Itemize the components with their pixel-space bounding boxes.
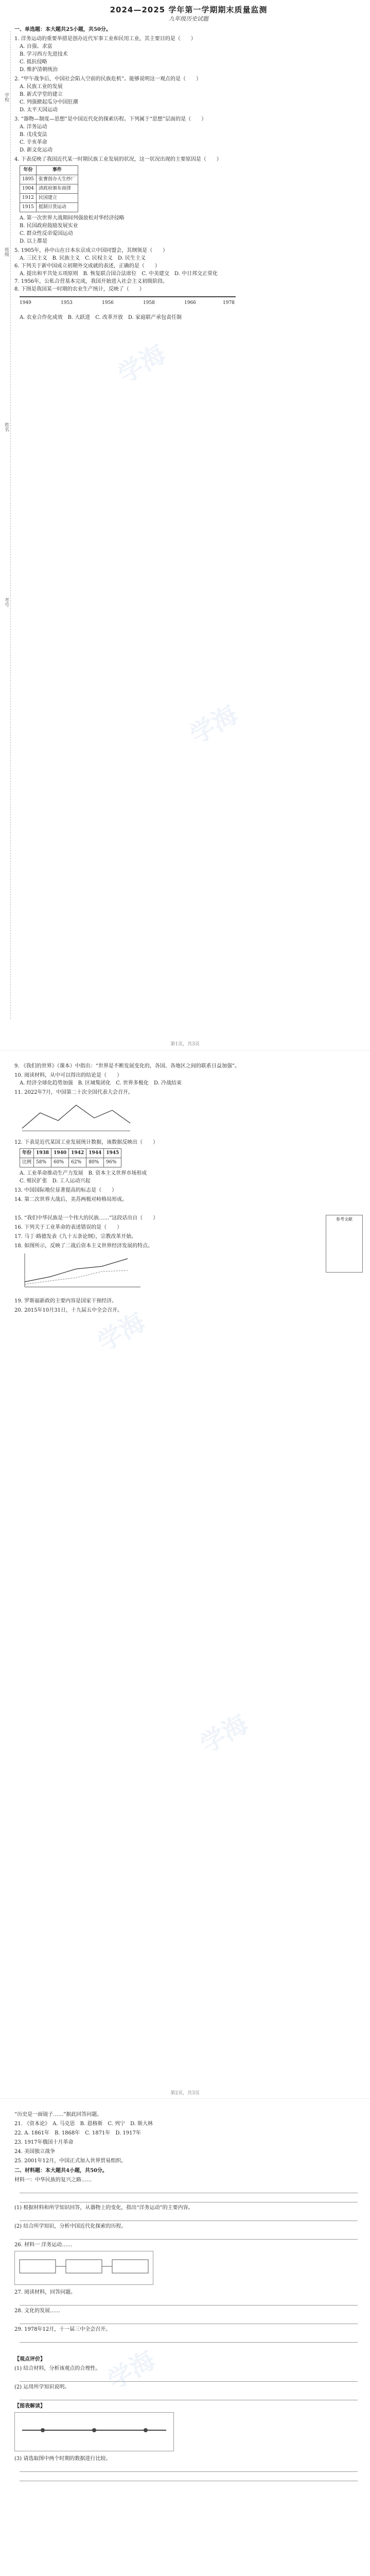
question-text: (2) 结合所学知识，分析中国近代化探索的历程。	[14, 2224, 127, 2229]
question	[14, 35, 363, 74]
binding-label: 姓名	[4, 422, 9, 432]
diagram-node	[112, 2260, 148, 2273]
flow-diagram	[17, 2253, 151, 2279]
question-text: A. 三民主义 B. 民族主义 C. 民权主义 D. 民生主义	[20, 256, 146, 261]
table-cell: 80%	[86, 1158, 104, 1167]
option: D. 维护清朝统治	[20, 67, 58, 73]
table-cell: 96%	[104, 1158, 121, 1167]
question-text: 10. 阅读材料，从中可以得出的结论是（ ）	[14, 1073, 122, 1078]
page-number: 第1页，共3页	[170, 1042, 200, 1047]
diagram-node	[66, 2260, 102, 2273]
answer-line	[20, 2232, 358, 2240]
watermark: 学海	[185, 700, 243, 750]
figure-line	[22, 1105, 130, 1128]
table-header: 1945	[104, 1149, 121, 1158]
question-text: 21. 《资本论》 A. 马克思 B. 恩格斯 C. 列宁 D. 斯大林	[14, 2121, 153, 2127]
reference-figure	[326, 1215, 363, 1273]
option: D. 新文化运动	[20, 147, 53, 153]
figure-line	[25, 1270, 128, 1284]
binding-label: 学校	[4, 93, 9, 102]
table-cell: 比例	[20, 1158, 34, 1167]
question-text: 8. 下图是我国某一时期的农业生产统计，反映了（ ）	[14, 286, 145, 292]
answer-line	[20, 2464, 358, 2472]
option: A. 民族工业的发展	[20, 84, 63, 90]
option: B. 戊戌变法	[20, 132, 47, 138]
answer-line	[20, 2374, 358, 2382]
question-intro: “历史是一面镜子……”据此回答问题。	[14, 2112, 102, 2117]
table-cell: 民国建立	[36, 194, 78, 203]
timeline-label: 1978	[223, 300, 235, 306]
question	[14, 75, 363, 114]
question-text: (1) 结合材料，分析该观点的合理性。	[14, 2366, 101, 2371]
question-text: 25. 2001年12月，中国正式加入世界贸易组织。	[14, 2158, 127, 2164]
question-text: (2) 运用所学知识说明。	[14, 2384, 70, 2390]
timeline-label: 1953	[61, 300, 73, 306]
question-text: 7. 1956年，公私合营基本完成，我国开始进入社会主义初级阶段。	[14, 279, 168, 284]
subsection-heading: 【观点评价】	[14, 2357, 45, 2362]
answer-line	[20, 2195, 358, 2202]
page-1	[0, 0, 370, 1050]
question-text: 13. 中国国际地位显著提高的标志是（ ）	[14, 1188, 117, 1193]
binding-label: 班级	[4, 247, 9, 257]
question-text: (1) 根据材料和所学知识回答，从器物上的变化，指出“洋务运动”的主要内容。	[14, 2205, 193, 2211]
table-header: 事件	[36, 166, 78, 175]
question-stem: 4. 下表反映了我国近代某一时期民族工业发展的状况，这一状况出现的主要原因是（ ）	[14, 157, 222, 162]
timeline-label: 1966	[184, 300, 196, 306]
option: C. 辛亥革命	[20, 140, 47, 145]
answer-line	[20, 2393, 358, 2400]
figure-line	[25, 1259, 128, 1282]
section-heading: 一、单选题：本大题共25小题，共50分。	[14, 27, 111, 32]
question-text: 5. 1905年，孙中山在日本东京成立中国同盟会，其纲领是（ ）	[14, 248, 168, 253]
table-cell: 张謇创办大生纱厂	[36, 175, 78, 184]
timeline-label: 1956	[102, 300, 114, 306]
table-cell: 1895	[20, 175, 37, 184]
question-text: 15. “我们中华民族是一个伟大的民族……”这段话出自（ ）	[14, 1215, 158, 1221]
question-intro: 9. 《我们的世界》（课本）中指出：“世界是不断发展变化的，各国、各地区之间的联系日益加强”。	[14, 1063, 240, 1069]
diagram-point	[92, 2428, 96, 2432]
option: C. 群众性反帝爱国运动	[20, 231, 73, 236]
option: B. 学习西方先进技术	[20, 52, 68, 57]
answer-line	[20, 2298, 358, 2306]
trend-figure	[20, 1251, 143, 1292]
question-text: 22. A. 1861年 B. 1868年 C. 1871年 D. 1917年	[14, 2130, 141, 2136]
data-table	[20, 165, 78, 212]
diagram-point	[41, 2428, 45, 2432]
option: D. 太平天国运动	[20, 107, 58, 113]
line-figure	[20, 1097, 133, 1133]
page-3-content	[14, 2109, 363, 2483]
question-text: 24. 美国独立战争	[14, 2149, 56, 2155]
table-cell: 1912	[20, 194, 37, 203]
question-text: 17. 马丁·路德发表《九十五条论纲》，宗教改革开始。	[14, 1234, 137, 1240]
table-cell: 清政府颁布商律	[36, 184, 78, 194]
question-stem: 1. 洋务运动的重要举措是创办近代军事工业和民用工业，其主要目的是（ ）	[14, 36, 196, 42]
table-cell: 58%	[34, 1158, 51, 1167]
diagram-point	[144, 2428, 148, 2432]
binding-strip	[3, 31, 11, 1019]
section-heading: 二、材料题：本大题共4小题，共50分。	[14, 2168, 108, 2174]
page-number: 第2页，共3页	[170, 2091, 200, 2096]
watermark: 学海	[93, 1307, 150, 1358]
binding-label: 考号	[4, 598, 9, 607]
table-header: 1944	[86, 1149, 104, 1158]
option: C. 列强掀起瓜分中国狂潮	[20, 99, 78, 105]
question-stem: 2. “甲午战争后，中国社会陷入空前的民族危机”。能够说明这一观点的是（ ）	[14, 76, 201, 82]
question-text: 6. 下列关于新中国成立初期外交成就的表述，正确的是（ ）	[14, 263, 160, 269]
question-stem: 3. “器物—制度—思想”是中国近代化的探索历程。下列属于“思想”层面的是（ ）	[14, 116, 207, 122]
answer-line	[20, 2316, 358, 2324]
page-3	[0, 2098, 370, 2576]
timeline-label: 1949	[20, 300, 31, 306]
question-text: 27. 阅读材料，回答问题。	[14, 2290, 76, 2295]
watermark: 学海	[113, 339, 171, 389]
subsection-heading: 【图表解读】	[14, 2403, 45, 2409]
question-text: C. 殖民扩张 D. 工人运动兴起	[20, 1178, 91, 1184]
table-cell: 60%	[51, 1158, 69, 1167]
exam-title: 2024—2025 学年第一学期期末质量监测	[110, 5, 268, 14]
question	[14, 115, 363, 154]
answer-line	[20, 2473, 358, 2481]
question-text: 12. 下表是近代某国工业发展统计数据，该数据反映出（ ）	[14, 1140, 158, 1145]
table-cell: 抵制日货运动	[36, 203, 78, 212]
watermark: 学海	[103, 2345, 161, 2396]
answer-line	[20, 2335, 358, 2343]
answer-line	[20, 2213, 358, 2221]
question-text: 16. 下列关于工业革命的表述错误的是（ ）	[14, 1225, 122, 1230]
diagram-node	[20, 2260, 56, 2273]
table-cell: 62%	[69, 1158, 86, 1167]
option: A. 洋务运动	[20, 124, 47, 130]
question-block	[14, 247, 363, 293]
table-header: 年份	[20, 1149, 34, 1158]
page-2-content	[14, 1061, 363, 1759]
question-text: (3) 请选取图中两个时期的数据进行比较。	[14, 2456, 111, 2462]
option: D. 以上都是	[20, 239, 48, 244]
timeline-label: 1958	[143, 300, 155, 306]
diagram-box	[14, 2251, 153, 2285]
question-text: 11. 2022年7月，中国第二十次全国代表大会召开。	[14, 1090, 133, 1095]
option: A. 第一次世界大战期间列强放松对华经济侵略	[20, 215, 125, 221]
option: B. 新式学堂的建立	[20, 92, 63, 97]
answer-line	[20, 2185, 358, 2193]
question-text: 18. 如图所示，反映了二战后资本主义世界经济发展的特点。	[14, 1243, 153, 1249]
question-text: 28. 文化的发展……	[14, 2308, 61, 2314]
exam-subtitle: 九年级历史试题	[169, 15, 208, 22]
material-text: 材料一：中华民族的复兴之路……	[14, 2177, 92, 2183]
timeline	[20, 296, 236, 311]
table-header: 1938	[34, 1149, 51, 1158]
option: A. 自强、求富	[20, 44, 52, 49]
data-table	[20, 1148, 121, 1167]
diagram-box	[14, 2412, 174, 2451]
question-text: 29. 1978年12月，十一届三中全会召开。	[14, 2327, 111, 2332]
question-text: 26. 材料一 洋务运动……	[14, 2242, 73, 2248]
timeline-diagram	[17, 2415, 171, 2446]
page-1-content	[14, 0, 363, 750]
option: C. 抵抗侵略	[20, 59, 47, 65]
question-text: A. 提出和平共处五项原则 B. 恢复联合国合法席位 C. 中美建交 D. 中日邦交正常化	[20, 271, 218, 277]
table-cell: 1915	[20, 203, 37, 212]
option: B. 民国政府鼓励发展实业	[20, 223, 78, 229]
question-text: 23. 1917年俄国十月革命	[14, 2140, 74, 2145]
reference-label: 参考文献	[336, 1217, 353, 1222]
watermark: 学海	[196, 1709, 253, 1759]
table-header: 年份	[20, 166, 37, 175]
page-2	[0, 1050, 370, 2099]
question-text: A. 工业革命推动生产力发展 B. 资本主义世界市场形成	[20, 1171, 147, 1176]
question-text: A. 农业合作化成效 B. 大跃进 C. 改革开放 D. 家庭联产承包责任制	[20, 315, 182, 320]
table-cell: 1904	[20, 184, 37, 194]
question-text: 19. 罗斯福新政的主要内容是国家干预经济。	[14, 1298, 117, 1304]
question-text: 20. 2015年10月31日，十九届五中全会召开。	[14, 1308, 122, 1313]
question-text: 14. 第二次世界大战后，美苏两极对峙格局形成。	[14, 1197, 128, 1202]
question	[14, 156, 363, 245]
table-header: 1940	[51, 1149, 69, 1158]
question-text: A. 经济全球化趋势加强 B. 区域集团化 C. 世界多极化 D. 冷战结束	[20, 1080, 182, 1086]
table-header: 1942	[69, 1149, 86, 1158]
